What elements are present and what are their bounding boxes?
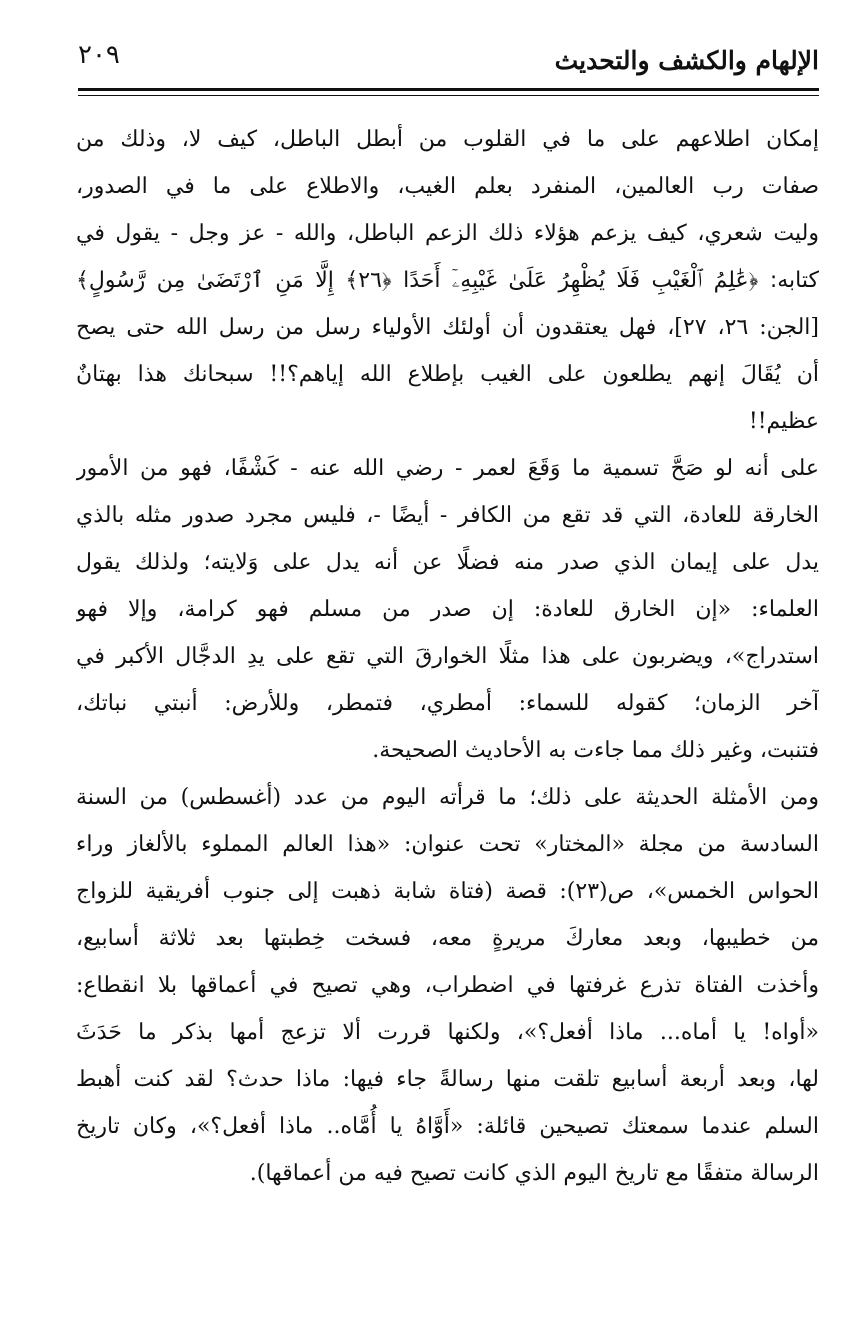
text-line: من خطيبها، وبعد معاركَ مريرةٍ معه، فسخت خِطبتها بعد ثلاثة أسابيع، [76, 926, 819, 951]
text-line: آخر الزمان؛ كقوله للسماء: أمطري، فتمطر، وللأرض: أنبتي نباتك، [76, 691, 819, 716]
text-line: استدراج»، ويضربون على هذا مثلًا الخوارقَ التي تقع على يدِ الدجَّال الأكبر في [76, 644, 819, 669]
text-line: صفات رب العالمين، المنفرد بعلم الغيب، والاطلاع على ما في الصدور، [76, 174, 819, 199]
text-line: لها، وبعد أربعة أسابيع تلقت منها رسالةً جاء فيها: ماذا حدث؟ لقد كنت أهبط [76, 1067, 819, 1092]
text-line: الحواس الخمس»، ص(٢٣): قصة (فتاة شابة ذهبت إلى جنوب أفريقية للزواج [76, 879, 819, 904]
text-line: ومن الأمثلة الحديثة على ذلك؛ ما قرأته اليوم من عدد (أغسطس) من السنة [76, 785, 819, 810]
text-line: فتنبت، وغير ذلك مما جاءت به الأحاديث الصحيحة. [372, 738, 819, 763]
text-line: وأخذت الفتاة تذرع غرفتها في اضطراب، وهي تصيح في أعماقها بلا انقطاع: [76, 973, 819, 998]
text-line: السادسة من مجلة «المختار» تحت عنوان: «هذا العالم المملوء بالألغاز وراء [76, 832, 819, 857]
quran-verse-line: كتابه: ﴿عَٰلِمُ ٱلْغَيْبِ فَلَا يُظْهِرُ عَلَىٰ غَيْبِهِۦٓ أَحَدًا ﴿٢٦﴾ إِلَّا مَنِ ٱرْتَضَىٰ مِن رَّسُولٍ﴾ [76, 268, 819, 293]
text-line: [الجن: ٢٦، ٢٧]، فهل يعتقدون أن أولئك الأولياء رسل من رسل الله حتى يصح [76, 315, 819, 340]
text-line: على أنه لو صَحَّ تسمية ما وَقَعَ لعمر - رضي الله عنه - كَشْفًا، فهو من الأمور [76, 456, 819, 481]
text-line: يدل على إيمان الذي صدر منه فضلًا عن أنه يدل على وَلايته؛ ولذلك يقول [76, 550, 819, 575]
text-line: وليت شعري، كيف يزعم هؤلاء ذلك الزعم الباطل، والله - عز وجل - يقول في [76, 221, 819, 246]
text-line: السلم عندما سمعتك تصيحين قائلة: «أَوَّاهُ يا أُمَّاه.. ماذا أفعل؟»، وكان تاريخ [76, 1114, 819, 1139]
text-line: الرسالة متفقًا مع تاريخ اليوم الذي كانت تصيح فيه من أعماقها). [249, 1161, 819, 1186]
running-title: الإلهام والكشف والتحديث [554, 46, 819, 75]
text-line: أن يُقَالَ إنهم يطلعون على الغيب بإطلاع الله إياهم؟!! سبحانك هذا بهتانٌ [76, 362, 819, 387]
body-text [76, 116, 819, 1197]
header-rule-thick [78, 88, 819, 91]
text-line: «أواه! يا أماه... ماذا أفعل؟»، ولكنها قررت ألا تزعج أمها بذكر ما حَدَثَ [76, 1020, 819, 1045]
text-line: إمكان اطلاعهم على ما في القلوب من أبطل الباطل، كيف لا، وذلك من [76, 127, 819, 152]
text-line: العلماء: «إن الخارق للعادة: إن صدر من مسلم فهو كرامة، وإلا فهو [76, 597, 819, 622]
text-line: عظيم!! [748, 409, 819, 434]
page-header [78, 38, 819, 90]
page-number: ٢٠٩ [78, 40, 120, 70]
text-line: الخارقة للعادة، التي قد تقع من الكافر - أيضًا -، فليس مجرد صدور مثله بالذي [76, 503, 819, 528]
header-rule-thin [78, 95, 819, 96]
